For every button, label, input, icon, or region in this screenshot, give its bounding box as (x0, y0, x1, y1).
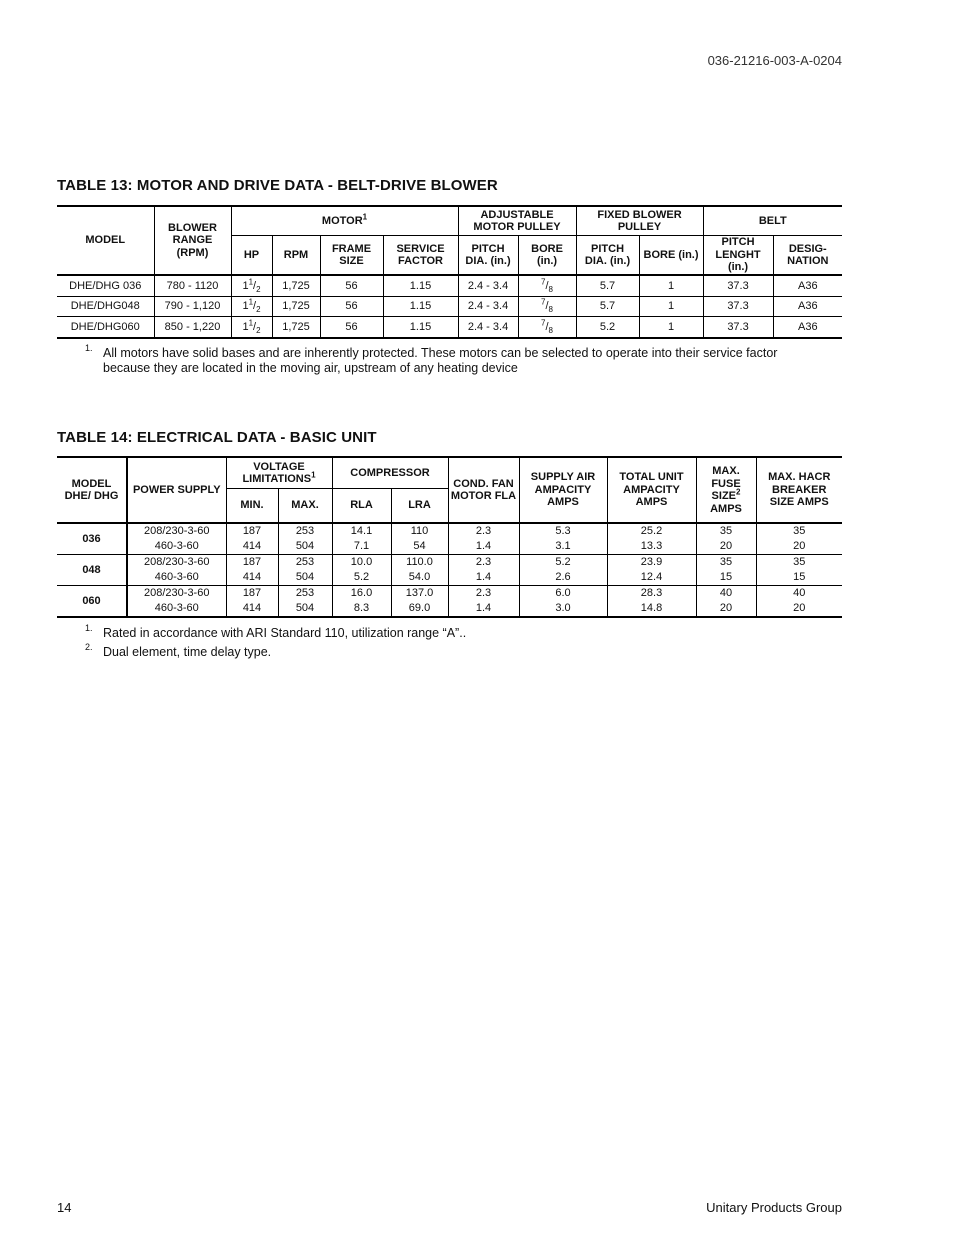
col-header-power-supply: POWER SUPPLY (127, 457, 226, 523)
cell-fixed-bore: 1 (639, 317, 703, 338)
cell-rla: 14.1 (332, 523, 391, 539)
cell-fixed-pitch: 5.7 (576, 296, 639, 317)
cell-rpm: 1,725 (272, 275, 320, 296)
footnote-text: Rated in accordance with ARI Standard 110, utilization range “A”.. (103, 626, 467, 640)
cell-fan-fla: 1.4 (448, 601, 519, 617)
table-row (57, 570, 842, 586)
cell-supply-air: 5.3 (519, 523, 607, 539)
footnote-number: 1. (85, 623, 93, 633)
cell-model: DHE/DHG048 (57, 296, 154, 317)
cell-max: 504 (278, 601, 332, 617)
table-14-footnote-1 (85, 623, 803, 641)
cell-max-hacr: 35 (756, 523, 842, 539)
col-header-supply-air: SUPPLY AIR AMPACITY AMPS (519, 457, 607, 523)
cell-max-hacr: 40 (756, 586, 842, 602)
cell-total-unit: 14.8 (607, 601, 696, 617)
cell-total-unit: 13.3 (607, 539, 696, 555)
col-header-lra: LRA (391, 489, 448, 524)
col-header-model: MODEL DHE/ DHG (57, 457, 127, 523)
cell-frame: 56 (320, 275, 383, 296)
cell-fan-fla: 2.3 (448, 523, 519, 539)
cell-rla: 8.3 (332, 601, 391, 617)
cell-pitch-dia: 2.4 - 3.4 (458, 275, 518, 296)
cell-min: 414 (226, 570, 278, 586)
cell-lra: 137.0 (391, 586, 448, 602)
col-header-max-hacr: MAX. HACR BREAKER SIZE AMPS (756, 457, 842, 523)
cell-fan-fla: 2.3 (448, 555, 519, 571)
cell-fixed-pitch: 5.2 (576, 317, 639, 338)
table-row (57, 317, 842, 338)
col-header-min: MIN. (226, 489, 278, 524)
col-header-designation: DESIG- NATION (773, 236, 842, 276)
cell-hp: $1^1/_2$ (231, 275, 272, 296)
cell-power-supply: 208/230-3-60 (127, 523, 226, 539)
cell-blower-range: 850 - 1,220 (154, 317, 231, 338)
cell-max: 504 (278, 539, 332, 555)
cell-max-fuse: 20 (696, 601, 756, 617)
cell-designation: A36 (773, 296, 842, 317)
cell-max: 253 (278, 523, 332, 539)
table-row (57, 539, 842, 555)
cell-min: 187 (226, 586, 278, 602)
cell-rpm: 1,725 (272, 296, 320, 317)
cell-total-unit: 12.4 (607, 570, 696, 586)
table-14-title: TABLE 14: ELECTRICAL DATA - BASIC UNIT (57, 429, 377, 446)
cell-supply-air: 5.2 (519, 555, 607, 571)
cell-pitch-length: 37.3 (703, 317, 773, 338)
table-row (57, 586, 842, 602)
cell-designation: A36 (773, 317, 842, 338)
cell-pitch-length: 37.3 (703, 296, 773, 317)
cell-model: 048 (57, 555, 127, 586)
cell-power-supply: 460-3-60 (127, 601, 226, 617)
cell-fan-fla: 1.4 (448, 570, 519, 586)
cell-total-unit: 28.3 (607, 586, 696, 602)
cell-max: 253 (278, 555, 332, 571)
cell-max-hacr: 20 (756, 539, 842, 555)
motor-drive-table (57, 205, 842, 339)
footnote-text: All motors have solid bases and are inherently protected. These motors can be selected to operate into their service factor because they are located in the moving air, upstream of any heating device (103, 346, 778, 375)
cell-min: 414 (226, 601, 278, 617)
cell-max-fuse: 35 (696, 555, 756, 571)
cell-max-fuse: 40 (696, 586, 756, 602)
col-header-pitch-dia: PITCH DIA. (in.) (458, 236, 518, 276)
cell-designation: A36 (773, 275, 842, 296)
cell-supply-air: 3.1 (519, 539, 607, 555)
cell-model: DHE/DHG 036 (57, 275, 154, 296)
cell-max-hacr: 15 (756, 570, 842, 586)
cell-model: 060 (57, 586, 127, 618)
table-13-footnote (85, 343, 803, 376)
cell-total-unit: 25.2 (607, 523, 696, 539)
cell-total-unit: 23.9 (607, 555, 696, 571)
cell-power-supply: 208/230-3-60 (127, 555, 226, 571)
cell-bore: $^7/_8$ (518, 296, 576, 317)
cell-blower-range: 790 - 1,120 (154, 296, 231, 317)
col-header-voltage-limitations: VOLTAGE LIMITATIONS$^1$ (226, 457, 332, 489)
document-number: 036-21216-003-A-0204 (707, 53, 842, 68)
col-header-fixed-pitch-dia: PITCH DIA. (in.) (576, 236, 639, 276)
cell-service-factor: 1.15 (383, 296, 458, 317)
cell-supply-air: 2.6 (519, 570, 607, 586)
cell-hp: $1^1/_2$ (231, 317, 272, 338)
col-header-max: MAX. (278, 489, 332, 524)
col-header-motor: MOTOR$^1$ (231, 206, 458, 236)
cell-power-supply: 460-3-60 (127, 539, 226, 555)
table-row (57, 523, 842, 539)
cell-pitch-dia: 2.4 - 3.4 (458, 317, 518, 338)
table-14-footnote-2 (85, 642, 803, 660)
cell-lra: 110.0 (391, 555, 448, 571)
footnote-text: Dual element, time delay type. (103, 645, 272, 659)
table-row (57, 275, 842, 296)
col-header-compressor: COMPRESSOR (332, 457, 448, 489)
col-header-rpm: RPM (272, 236, 320, 276)
cell-pitch-length: 37.3 (703, 275, 773, 296)
cell-service-factor: 1.15 (383, 317, 458, 338)
cell-service-factor: 1.15 (383, 275, 458, 296)
cell-power-supply: 208/230-3-60 (127, 586, 226, 602)
cell-power-supply: 460-3-60 (127, 570, 226, 586)
table-row (57, 601, 842, 617)
col-header-pitch-length: PITCH LENGHT (in.) (703, 236, 773, 276)
col-header-frame-size: FRAME SIZE (320, 236, 383, 276)
cell-min: 414 (226, 539, 278, 555)
cell-pitch-dia: 2.4 - 3.4 (458, 296, 518, 317)
cell-supply-air: 6.0 (519, 586, 607, 602)
cell-supply-air: 3.0 (519, 601, 607, 617)
cell-max: 253 (278, 586, 332, 602)
cell-fan-fla: 1.4 (448, 539, 519, 555)
col-header-fixed-bore: BORE (in.) (639, 236, 703, 276)
cell-rla: 16.0 (332, 586, 391, 602)
cell-frame: 56 (320, 317, 383, 338)
col-header-model: MODEL (57, 206, 154, 275)
cell-max-fuse: 15 (696, 570, 756, 586)
cell-bore: $^7/_8$ (518, 275, 576, 296)
cell-rpm: 1,725 (272, 317, 320, 338)
cell-rla: 7.1 (332, 539, 391, 555)
col-header-belt: BELT (703, 206, 842, 236)
col-header-rla: RLA (332, 489, 391, 524)
electrical-data-table (57, 456, 842, 618)
cell-min: 187 (226, 555, 278, 571)
cell-fixed-pitch: 5.7 (576, 275, 639, 296)
cell-hp: $1^1/_2$ (231, 296, 272, 317)
footnote-number: 1. (85, 343, 93, 353)
cell-max-hacr: 35 (756, 555, 842, 571)
cell-max: 504 (278, 570, 332, 586)
table-row (57, 296, 842, 317)
cell-lra: 110 (391, 523, 448, 539)
cell-rla: 5.2 (332, 570, 391, 586)
cell-blower-range: 780 - 1120 (154, 275, 231, 296)
cell-bore: $^7/_8$ (518, 317, 576, 338)
cell-model: 036 (57, 523, 127, 555)
col-header-bore: BORE (in.) (518, 236, 576, 276)
cell-model: DHE/DHG060 (57, 317, 154, 338)
col-header-adjustable-pulley: ADJUSTABLE MOTOR PULLEY (458, 206, 576, 236)
cell-lra: 54.0 (391, 570, 448, 586)
cell-max-fuse: 20 (696, 539, 756, 555)
footnote-number: 2. (85, 642, 93, 652)
col-header-fixed-pulley: FIXED BLOWER PULLEY (576, 206, 703, 236)
table-13-title: TABLE 13: MOTOR AND DRIVE DATA - BELT-DRIVE BLOWER (57, 177, 498, 194)
page-number: 14 (57, 1200, 72, 1215)
col-header-cond-fan: COND. FAN MOTOR FLA (448, 457, 519, 523)
table-row (57, 555, 842, 571)
col-header-max-fuse: MAX. FUSE SIZE$^2$ AMPS (696, 457, 756, 523)
cell-rla: 10.0 (332, 555, 391, 571)
publisher-name: Unitary Products Group (706, 1200, 842, 1215)
cell-max-hacr: 20 (756, 601, 842, 617)
cell-fan-fla: 2.3 (448, 586, 519, 602)
cell-max-fuse: 35 (696, 523, 756, 539)
cell-frame: 56 (320, 296, 383, 317)
col-header-service-factor: SERVICE FACTOR (383, 236, 458, 276)
cell-lra: 54 (391, 539, 448, 555)
cell-fixed-bore: 1 (639, 296, 703, 317)
col-header-hp: HP (231, 236, 272, 276)
cell-fixed-bore: 1 (639, 275, 703, 296)
cell-lra: 69.0 (391, 601, 448, 617)
col-header-total-unit: TOTAL UNIT AMPACITY AMPS (607, 457, 696, 523)
cell-min: 187 (226, 523, 278, 539)
col-header-blower-range: BLOWER RANGE (RPM) (154, 206, 231, 275)
